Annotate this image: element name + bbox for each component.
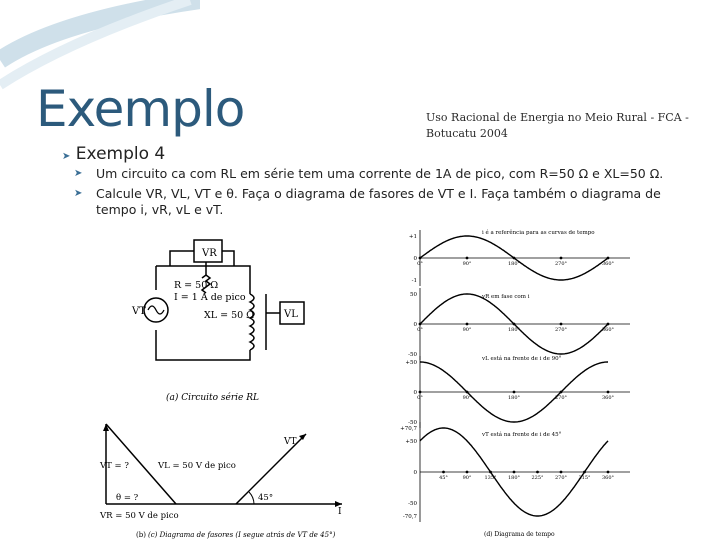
bullet-arrow-icon: ➤ (74, 168, 83, 179)
timing-ytick-label: +50 (405, 438, 417, 445)
timing-xtick-label: 315° (578, 475, 591, 481)
current-value: I = 1 A de pico (174, 292, 246, 303)
timing-xtick-label: 180° (507, 395, 521, 401)
timing-tick-dot (560, 257, 563, 260)
timing-ytick-label: 0 (413, 256, 417, 262)
timing-note-4: vT está na frente de i de 45° (482, 432, 562, 438)
timing-ytick-label: -70,7 (402, 514, 417, 520)
subtitle-text: Exemplo 4 (75, 144, 166, 164)
timing-ytick-label: 0 (413, 390, 417, 396)
phasor-vr-value: VR = 50 V de pico (100, 511, 179, 521)
timing-tick-dot (513, 323, 516, 326)
timing-xtick-label: 135° (484, 475, 497, 481)
timing-xtick-label: 0° (417, 327, 423, 333)
timing-tick-dot (466, 323, 469, 326)
timing-tick-dot (419, 391, 422, 394)
phasor-vt-value: VT = ? (100, 461, 129, 471)
sub-item-2 (74, 186, 686, 218)
timing-tick-dot (536, 471, 539, 474)
timing-tick-dot (560, 391, 563, 394)
vr-label: VR (202, 248, 217, 259)
rl-circuit-figure (130, 232, 305, 404)
timing-xtick-label: 0° (417, 261, 423, 267)
vt-label: VT (132, 306, 146, 317)
timing-tick-dot (607, 323, 610, 326)
timing-tick-dot (560, 471, 563, 474)
timing-tick-dot (607, 257, 610, 260)
timing-tick-dot (607, 391, 610, 394)
timing-xtick-label: 90° (462, 261, 472, 267)
timing-xtick-label: 360° (601, 261, 615, 267)
timing-tick-dot (560, 323, 563, 326)
slide-title: Exemplo (36, 80, 245, 138)
xl-value: XL = 50 Ω (204, 310, 255, 321)
phasor-theta: θ = ? (116, 493, 139, 503)
timing-tick-dot (419, 323, 422, 326)
timing-ytick-label: -1 (411, 278, 417, 284)
timing-note-3: vL está na frente de i de 90° (482, 356, 562, 362)
timing-tick-dot (513, 257, 516, 260)
timing-xtick-label: 45° (439, 475, 448, 481)
circuit-caption: (a) Circuito série RL (166, 393, 259, 403)
phasor-i-label: I (338, 507, 342, 517)
timing-tick-dot (513, 391, 516, 394)
timing-note-2: vR em fase com i (482, 294, 530, 300)
timing-tick-dot (466, 391, 469, 394)
subtitle (62, 144, 165, 164)
sub-item-2-text: Calcule VR, VL, VT e θ. Faça o diagrama de fasores de VT e I. Faça também o diagrama de tempo i, vR, vL e vT. (96, 186, 661, 217)
timing-xtick-label: 270° (554, 261, 568, 267)
timing-tick-dot (442, 471, 445, 474)
sub-item-1 (74, 166, 686, 182)
timing-xtick-label: 180° (507, 327, 521, 333)
phasor-angle: 45° (258, 493, 274, 503)
timing-ytick-label: 50 (410, 292, 417, 298)
timing-xtick-label: 180° (507, 475, 521, 481)
timing-xtick-label: 360° (601, 327, 615, 333)
timing-xtick-label: 270° (554, 475, 568, 481)
timing-xtick-label: 90° (462, 327, 472, 333)
timing-xtick-label: 90° (462, 395, 472, 401)
phasor-vt-label: VT (284, 437, 297, 447)
timing-diagram-figure (398, 222, 632, 540)
timing-ytick-label: 0 (413, 470, 417, 476)
phasor-caption: (c) Diagrama de fasores (I segue atrás de VT de 45°) (148, 531, 336, 539)
timing-ytick-label: +70,7 (400, 426, 417, 432)
header-note: Uso Racional de Energia no Meio Rural - FCA - Botucatu 2004 (426, 111, 689, 140)
phasor-panel-label: (b) (136, 531, 146, 539)
timing-tick-dot (419, 257, 422, 260)
vl-label: VL (284, 309, 298, 320)
r-value: R = 50 Ω (174, 280, 219, 291)
corner-decoration (0, 0, 200, 90)
timing-xtick-label: 270° (554, 327, 568, 333)
timing-tick-dot (607, 471, 610, 474)
timing-tick-dot (466, 257, 469, 260)
timing-ytick-label: +1 (408, 234, 417, 240)
timing-ytick-label: -50 (408, 420, 417, 426)
timing-tick-dot (513, 471, 516, 474)
timing-caption: (d) Diagrama de tempo (484, 531, 555, 538)
timing-tick-dot (489, 471, 492, 474)
phasor-vl-value: VL = 50 V de pico (158, 461, 236, 471)
phasor-diagram-figure (86, 404, 356, 540)
timing-ytick-label: -50 (408, 352, 417, 358)
timing-xtick-label: 90° (462, 475, 472, 481)
timing-xtick-label: 270° (554, 395, 568, 401)
sub-item-1-text: Um circuito ca com RL em série tem uma corrente de 1A de pico, com R=50 Ω e XL=50 Ω. (96, 166, 664, 181)
timing-xtick-label: 360° (601, 475, 615, 481)
bullet-arrow-icon: ➤ (62, 151, 71, 162)
timing-xtick-label: 360° (601, 395, 615, 401)
timing-xtick-label: 180° (507, 261, 521, 267)
timing-xtick-label: 225° (531, 475, 544, 481)
bullet-arrow-icon: ➤ (74, 188, 83, 199)
timing-ytick-label: +50 (405, 360, 417, 366)
timing-tick-dot (583, 471, 586, 474)
timing-ytick-label: 0 (413, 322, 417, 328)
timing-tick-dot (466, 471, 469, 474)
timing-xtick-label: 0° (417, 395, 423, 401)
timing-note-1: i é a referência para as curvas de tempo (482, 230, 595, 236)
timing-ytick-label: -50 (408, 501, 417, 508)
